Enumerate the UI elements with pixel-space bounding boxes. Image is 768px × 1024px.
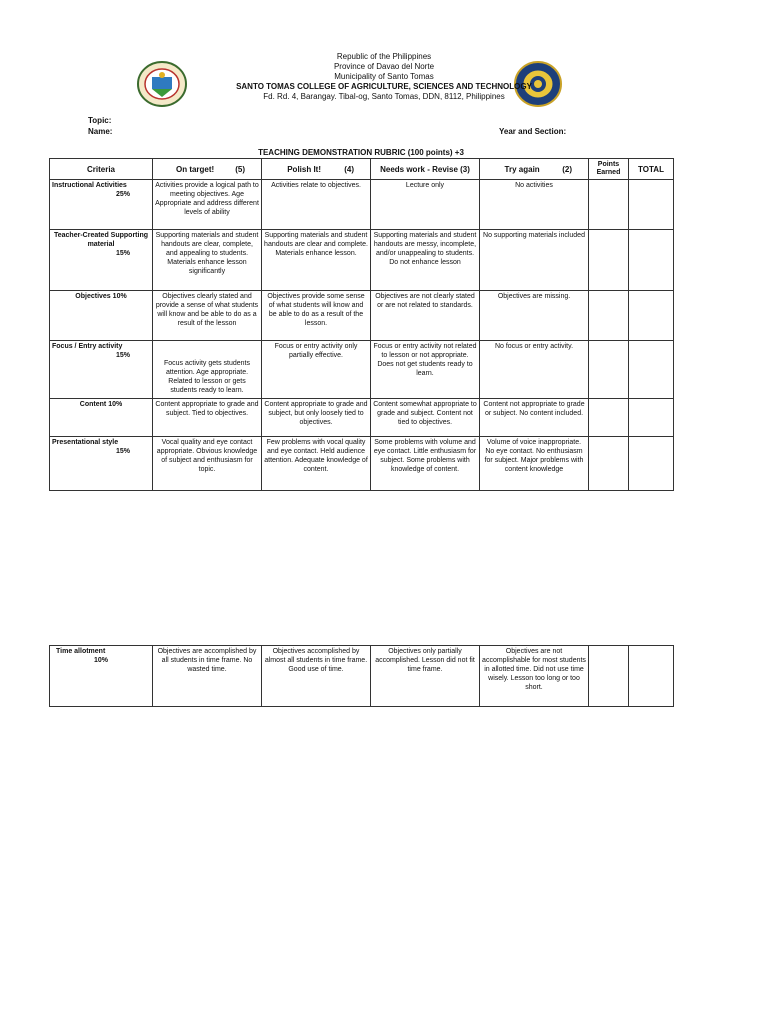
try-again-cell: No focus or entry activity. [480, 341, 589, 399]
polish-cell: Supporting materials and student handouts are clear and complete. Materials enhance lesson. [262, 230, 371, 291]
header-polish-label: Polish It! [287, 164, 321, 174]
total-cell[interactable] [629, 291, 674, 341]
total-cell[interactable] [629, 646, 674, 707]
criteria-name: Time allotment [56, 648, 106, 655]
time-allotment-table [49, 645, 674, 707]
table-row [50, 437, 674, 491]
try-again-cell: No supporting materials included [480, 230, 589, 291]
on-target-cell: Supporting materials and student handouts are clear, complete, and appealing to students. Materials enhance lesson significantly [153, 230, 262, 291]
criteria-weight: 10% [93, 657, 108, 664]
header-polish-points: (4) [344, 164, 354, 174]
polish-cell: Objectives provide some sense of what students will know and be able to do as a result of the lesson. [262, 291, 371, 341]
criteria-cell [50, 646, 153, 707]
table-row [50, 646, 674, 707]
criteria-name: Focus / Entry activity [52, 343, 123, 350]
points-earned-cell[interactable] [589, 230, 629, 291]
on-target-cell: Objectives are accomplished by all students in time frame. No wasted time. [153, 646, 262, 707]
criteria-name: Content [79, 401, 107, 408]
header-criteria: Criteria [50, 159, 153, 180]
try-again-cell: Content not appropriate to grade or subject. No content included. [480, 399, 589, 437]
points-earned-cell[interactable] [589, 291, 629, 341]
on-target-cell: Objectives clearly stated and provide a sense of what students will know and be able to do as a result of the lesson [153, 291, 262, 341]
criteria-cell [50, 180, 153, 230]
points-earned-cell[interactable] [589, 341, 629, 399]
total-cell[interactable] [629, 230, 674, 291]
on-target-cell: Focus activity gets students attention. Age appropriate. Related to lesson or gets students ready to learn. [153, 341, 262, 399]
criteria-weight: 10% [108, 401, 123, 408]
criteria-weight: 15% [115, 352, 130, 359]
try-again-cell: No activities [480, 180, 589, 230]
criteria-cell [50, 399, 153, 437]
on-target-cell: Activities provide a logical path to meeting objectives. Age Appropriate and address different levels of ability [153, 180, 262, 230]
header-province: Province of Davao del Norte [333, 62, 435, 71]
rubric-header-row [50, 159, 674, 180]
table-row [50, 341, 674, 399]
year-section-label: Year and Section: [499, 127, 567, 136]
header-address: Fd. Rd. 4, Barangay. Tibal-og, Santo Tomas, DDN, 8112, Philippines [263, 92, 505, 101]
try-again-cell: Objectives are not accomplishable for most students in allotted time. Did not use time wisely. Lesson too long or too short. [480, 646, 589, 707]
polish-cell: Focus or entry activity only partially effective. [262, 341, 371, 399]
criteria-weight: 10% [112, 293, 127, 300]
topic-label: Topic: [88, 116, 112, 125]
polish-cell: Objectives accomplished by almost all students in time frame. Good use of time. [262, 646, 371, 707]
criteria-weight: 15% [115, 250, 130, 257]
try-again-cell: Objectives are missing. [480, 291, 589, 341]
table-row [50, 291, 674, 341]
table-row [50, 230, 674, 291]
criteria-name: Objectives [75, 293, 111, 300]
total-cell[interactable] [629, 180, 674, 230]
criteria-cell [50, 230, 153, 291]
needs-work-cell: Lecture only [371, 180, 480, 230]
points-earned-cell[interactable] [589, 437, 629, 491]
criteria-name: Presentational style [52, 439, 119, 446]
table-row [50, 399, 674, 437]
total-cell[interactable] [629, 399, 674, 437]
header-republic: Republic of the Philippines [336, 52, 432, 61]
rubric-table [49, 158, 674, 491]
needs-work-cell: Objectives only partially accomplished. Lesson did not fit time frame. [371, 646, 480, 707]
needs-work-cell: Content somewhat appropriate to grade and subject. Content not tied to objectives. [371, 399, 480, 437]
document-header [0, 52, 768, 102]
points-earned-cell[interactable] [589, 180, 629, 230]
needs-work-cell: Supporting materials and student handouts are messy, incomplete, and/or unappealing to students. Do not enhance lesson [371, 230, 480, 291]
total-cell[interactable] [629, 437, 674, 491]
header-try-again-points: (2) [562, 164, 572, 174]
criteria-weight: 25% [115, 191, 130, 198]
header-on-target-label: On target! [175, 164, 215, 174]
try-again-cell: Volume of voice inappropriate. No eye contact. No enthusiasm for subject. Major problems with content knowledge [480, 437, 589, 491]
name-label: Name: [88, 127, 113, 136]
polish-cell: Activities relate to objectives. [262, 180, 371, 230]
header-points-earned: Points Earned [589, 159, 629, 180]
total-cell[interactable] [629, 341, 674, 399]
polish-cell: Content appropriate to grade and subject, but only loosely tied to objectives. [262, 399, 371, 437]
header-municipality: Municipality of Santo Tomas [334, 72, 434, 81]
table-row [50, 180, 674, 230]
needs-work-cell: Some problems with volume and eye contact. Little enthusiasm for subject. Some problems with knowledge of content. [371, 437, 480, 491]
criteria-cell [50, 291, 153, 341]
needs-work-cell: Objectives are not clearly stated or are not related to standards. [371, 291, 480, 341]
needs-work-cell: Focus or entry activity not related to lesson or not appropriate. Does not get students ready to learn. [371, 341, 480, 399]
header-school-name: SANTO TOMAS COLLEGE OF AGRICULTURE, SCIENCES AND TECHNOLOGY [236, 82, 532, 91]
polish-cell: Few problems with vocal quality and eye contact. Held audience attention. Adequate knowledge of content. [262, 437, 371, 491]
header-try-again-label: Try again [504, 164, 540, 174]
criteria-cell [50, 341, 153, 399]
header-total: TOTAL [629, 159, 674, 180]
criteria-cell [50, 437, 153, 491]
criteria-name: Teacher-Created Supporting material [54, 232, 148, 248]
header-on-target-points: (5) [235, 164, 245, 174]
rubric-title: TEACHING DEMONSTRATION RUBRIC (100 points) +3 [258, 148, 464, 157]
points-earned-cell[interactable] [589, 399, 629, 437]
header-polish [262, 159, 371, 180]
header-needs-work: Needs work - Revise (3) [371, 159, 480, 180]
points-earned-cell[interactable] [589, 646, 629, 707]
header-on-target [153, 159, 262, 180]
criteria-name: Instructional Activities [52, 182, 127, 189]
criteria-weight: 15% [115, 448, 130, 455]
on-target-cell: Content appropriate to grade and subject. Tied to objectives. [153, 399, 262, 437]
on-target-cell: Vocal quality and eye contact appropriate. Obvious knowledge of subject and enthusiasm for topic. [153, 437, 262, 491]
header-try-again [480, 159, 589, 180]
